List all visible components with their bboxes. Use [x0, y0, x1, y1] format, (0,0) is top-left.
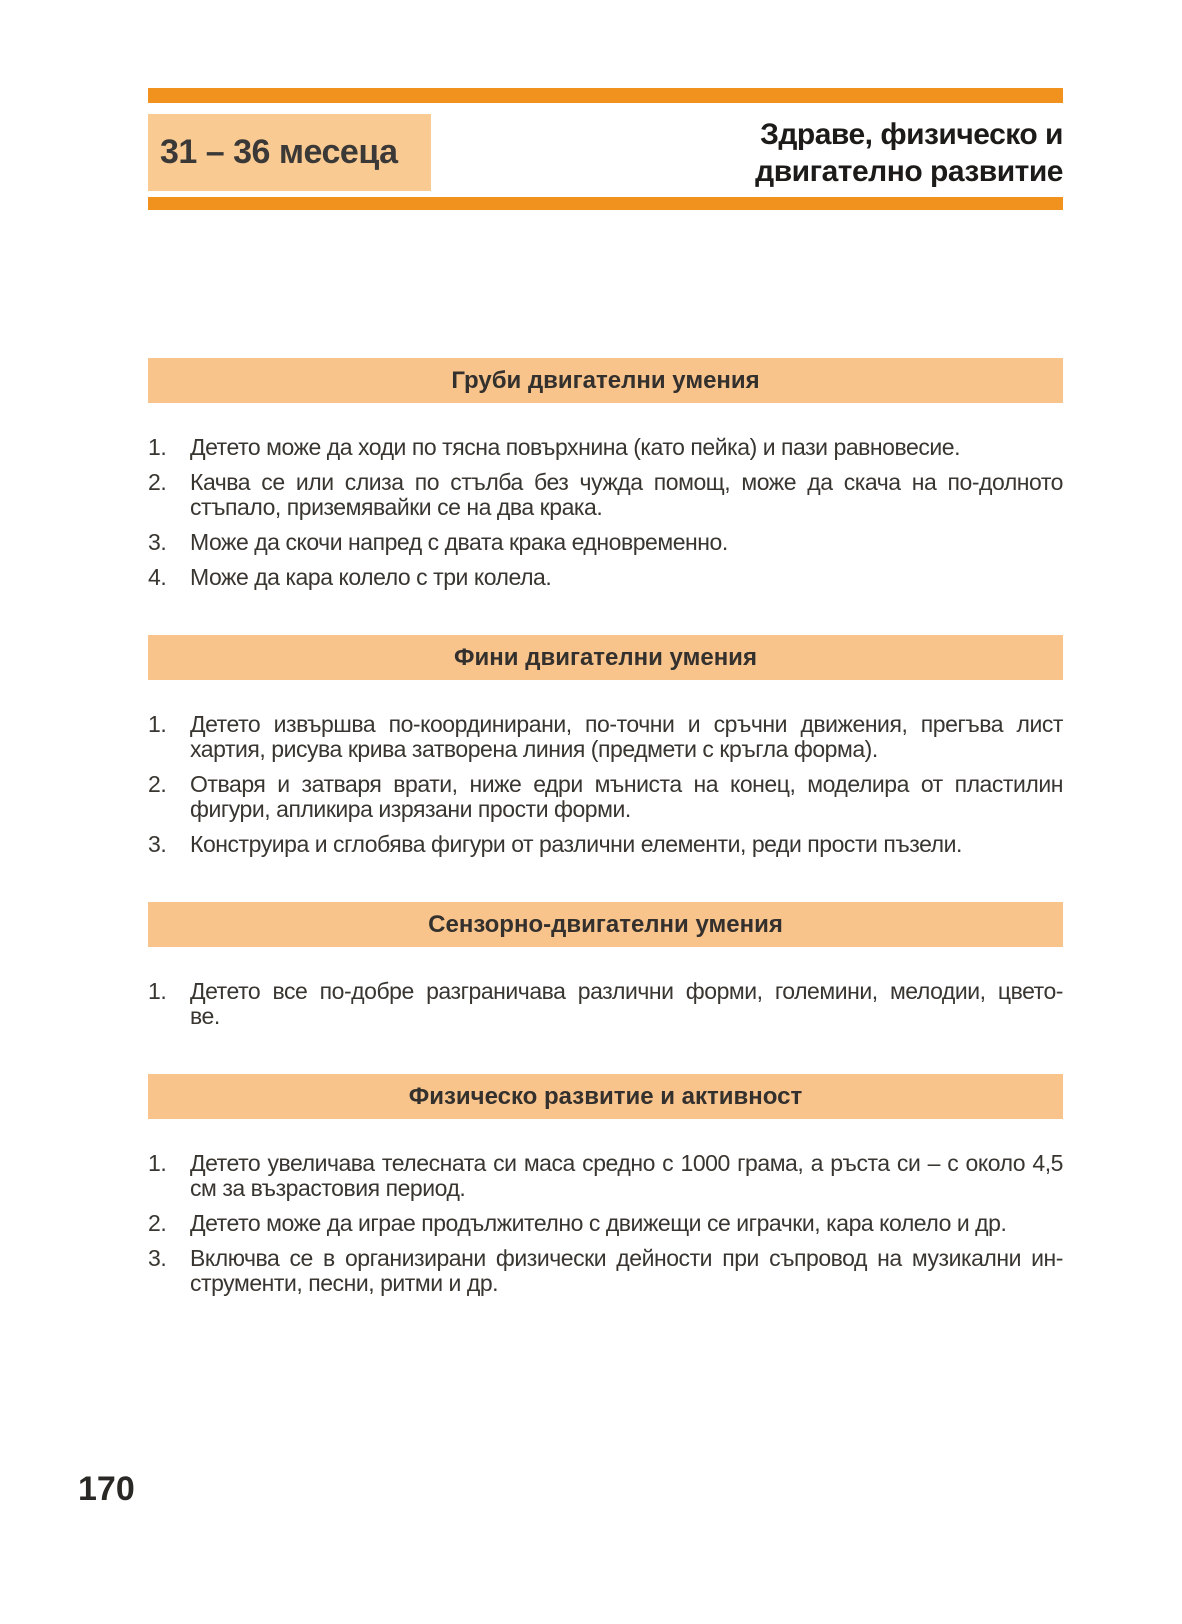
item-number: 3. [148, 831, 167, 857]
item-text-line: хартия, рисува крива затворена линия (предмети с кръгла форма). [190, 736, 878, 762]
section-banner [148, 358, 1063, 403]
section-list [148, 979, 1063, 1029]
item-number: 4. [148, 564, 167, 590]
section-list [148, 712, 1063, 857]
item-text-line: ве. [190, 1003, 220, 1029]
item-number: 1. [148, 1150, 167, 1176]
item-number: 2. [148, 1210, 167, 1236]
item-text-line: Включва се в организирани физически дейности при съпровод на музикални ин- [190, 1245, 1063, 1271]
top-accent-bar [148, 88, 1063, 103]
section-physical-development [148, 1074, 1063, 1296]
list-item [148, 712, 1063, 762]
page-number: 170 [78, 1470, 135, 1508]
section-list [148, 1151, 1063, 1296]
item-text-line: Може да скочи напред с двата крака едновременно. [190, 529, 728, 555]
section-title: Сензорно-двигателни умения [428, 910, 783, 938]
page-title-line2: двигателно развитие [755, 154, 1063, 188]
section-sensory-motor-skills [148, 902, 1063, 1029]
item-text-line: Може да кара колело с три колела. [190, 564, 552, 590]
item-text [190, 772, 1063, 822]
section-title: Фини двигателни умения [454, 643, 757, 671]
item-text [190, 435, 1063, 460]
item-number: 2. [148, 771, 167, 797]
item-text-line: см за възрастовия период. [190, 1175, 466, 1201]
section-banner [148, 635, 1063, 680]
header-accent-bar [148, 197, 1063, 210]
item-text-line: Отваря и затваря врати, ниже едри мъниста на конец, моделира от пластилин [190, 771, 1063, 797]
item-text-line: стъпало, приземявайки се на два крака. [190, 494, 603, 520]
list-item [148, 832, 1063, 857]
item-text-line: струменти, песни, ритми и др. [190, 1270, 499, 1296]
item-number: 2. [148, 469, 167, 495]
page-title-line1: Здраве, физическо и [760, 117, 1063, 151]
item-text-line: Детето може да играе продължително с движещи се играчки, кара колело и др. [190, 1210, 1007, 1236]
item-text [190, 565, 1063, 590]
document-page [0, 88, 1182, 1624]
item-text [190, 470, 1063, 520]
list-item [148, 1151, 1063, 1201]
list-item [148, 979, 1063, 1029]
item-text [190, 1246, 1063, 1296]
age-range-label: 31 – 36 месеца [160, 133, 398, 171]
section-fine-motor-skills [148, 635, 1063, 857]
item-text [190, 1211, 1063, 1236]
section-banner [148, 1074, 1063, 1119]
page-content [148, 88, 1063, 1296]
list-item [148, 565, 1063, 590]
item-text-line: Качва се или слиза по стълба без чужда помощ, може да скача на по-долното [190, 469, 1063, 495]
item-text [190, 979, 1063, 1029]
list-item [148, 772, 1063, 822]
item-text-line: Детето извършва по-координирани, по-точни и сръчни движения, прегъва лист [190, 711, 1063, 737]
section-banner [148, 902, 1063, 947]
list-item [148, 530, 1063, 555]
item-text [190, 1151, 1063, 1201]
item-text-line: Детето все по-добре разграничава различни форми, големини, мелодии, цвето- [190, 978, 1063, 1004]
age-range-box [148, 114, 431, 191]
list-item [148, 470, 1063, 520]
item-text [190, 832, 1063, 857]
page-title [755, 116, 1063, 190]
section-title: Груби двигателни умения [451, 366, 760, 394]
item-text-line: Детето може да ходи по тясна повърхнина (като пейка) и пази равновесие. [190, 434, 961, 460]
item-text-line: Конструира и сглобява фигури от различни елементи, реди прости пъзели. [190, 831, 962, 857]
page-header [148, 114, 1063, 191]
list-item [148, 435, 1063, 460]
list-item [148, 1211, 1063, 1236]
section-gross-motor-skills [148, 358, 1063, 590]
item-text-line: Детето увеличава телесната си маса средно с 1000 грама, а ръста си – с около 4,5 [190, 1150, 1063, 1176]
item-text [190, 712, 1063, 762]
list-item [148, 1246, 1063, 1296]
section-list [148, 435, 1063, 590]
item-number: 1. [148, 434, 167, 460]
item-number: 1. [148, 711, 167, 737]
item-number: 1. [148, 978, 167, 1004]
item-number: 3. [148, 1245, 167, 1271]
item-text [190, 530, 1063, 555]
item-number: 3. [148, 529, 167, 555]
item-text-line: фигури, апликира изрязани прости форми. [190, 796, 631, 822]
section-title: Физическо развитие и активност [408, 1082, 803, 1110]
